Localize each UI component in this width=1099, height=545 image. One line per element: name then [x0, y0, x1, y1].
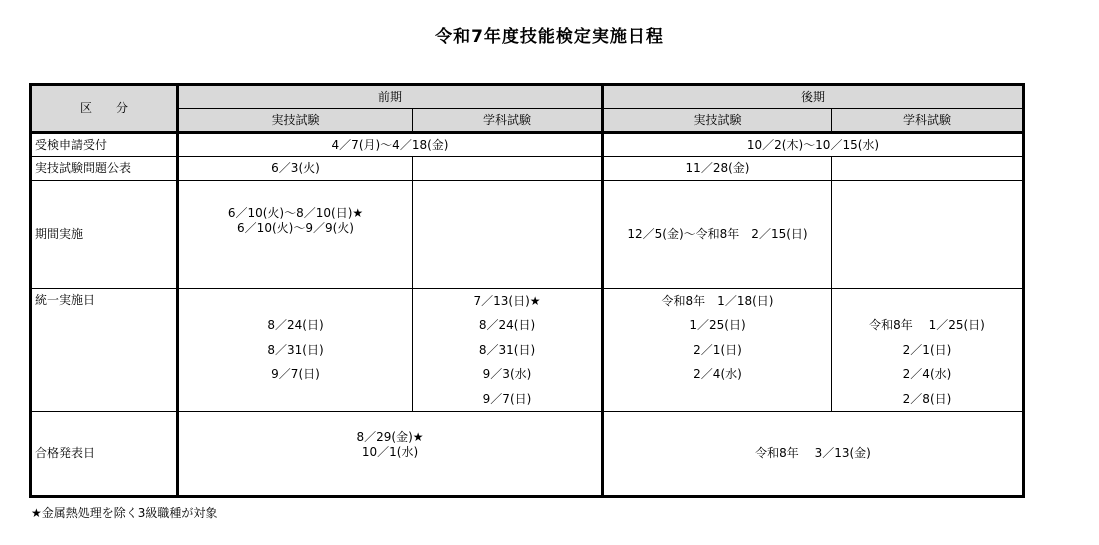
- goukaku-zenki-line: 10／1(水): [361, 444, 419, 459]
- touitsu-kouki-gakka: [832, 289, 1024, 412]
- touitsu-date: [832, 289, 1022, 313]
- mondai-kouki-jitsugi: 11／28(金): [603, 157, 832, 181]
- page-title: 令和7年度技能検定実施日程: [435, 27, 664, 47]
- row-goukaku: [31, 411, 1024, 496]
- row-label-juken: 受検申請受付: [31, 133, 178, 157]
- mondai-kouki-gakka: [832, 157, 1024, 181]
- row-label-kikan: 期間実施: [31, 181, 178, 289]
- header-zenki: 前期: [178, 85, 603, 109]
- touitsu-date: 2／8(日): [902, 391, 952, 406]
- juken-zenki: 4／7(月)～4／18(金): [178, 133, 603, 157]
- touitsu-date: [179, 289, 412, 313]
- touitsu-date: 2／4(水): [693, 367, 742, 382]
- header-zenki-jitsugi: 実技試験: [178, 109, 413, 133]
- touitsu-zenki-jitsugi: [178, 289, 413, 412]
- kikan-kouki-jitsugi: 12／5(金)～令和8年 2／15(日): [603, 181, 832, 289]
- touitsu-kouki-jitsugi: [603, 289, 832, 412]
- mondai-zenki-jitsugi: 6／3(火): [178, 157, 413, 181]
- row-juken: [31, 133, 1024, 157]
- touitsu-date: 8／24(日): [478, 318, 536, 333]
- header-kouki-jitsugi: 実技試験: [603, 109, 832, 133]
- touitsu-date: 9／3(水): [482, 367, 532, 382]
- kikan-zenki-line: 6／10(火)～8／10(日)★: [227, 206, 364, 220]
- touitsu-date: 2／1(日): [693, 342, 742, 357]
- touitsu-date: 8／24(日): [267, 318, 324, 333]
- row-mondai: [31, 157, 1024, 181]
- header-kouki-gakka: 学科試験: [832, 109, 1024, 133]
- header-kouki: 後期: [603, 85, 1024, 109]
- schedule-table: [29, 83, 1025, 498]
- row-label-goukaku: 合格発表日: [31, 411, 178, 496]
- touitsu-date: 2／4(水): [902, 367, 952, 382]
- touitsu-date: 令和8年 1／25(日): [869, 318, 985, 333]
- goukaku-zenki-line: 8／29(金)★: [356, 429, 424, 444]
- juken-kouki: 10／2(木)～10／15(水): [603, 133, 1024, 157]
- touitsu-date: 8／31(日): [478, 342, 536, 357]
- touitsu-date: [604, 387, 831, 411]
- goukaku-zenki: [178, 411, 603, 496]
- header-kubun: 区 分: [31, 85, 178, 133]
- touitsu-date: 令和8年 1／18(日): [661, 294, 774, 308]
- kikan-kouki-gakka: [832, 181, 1024, 289]
- touitsu-date: [179, 387, 412, 411]
- row-kikan: [31, 181, 1024, 289]
- row-label-touitsu: 統一実施日: [31, 289, 178, 412]
- row-label-mondai: 実技試験問題公表: [31, 157, 178, 181]
- touitsu-date: 7／13(日)★: [473, 294, 541, 308]
- goukaku-kouki: 令和8年 3／13(金): [603, 411, 1024, 496]
- touitsu-date: 1／25(日): [689, 318, 746, 333]
- touitsu-date: 9／7(日): [482, 391, 532, 406]
- mondai-zenki-gakka: [413, 157, 603, 181]
- row-touitsu: [31, 289, 1024, 412]
- touitsu-date: 9／7(日): [271, 367, 320, 382]
- kikan-zenki-line: 6／10(火)～9／9(火): [237, 221, 354, 235]
- kikan-zenki-gakka: [413, 181, 603, 289]
- touitsu-zenki-gakka: [413, 289, 603, 412]
- kikan-zenki-jitsugi: [178, 181, 413, 289]
- touitsu-date: 2／1(日): [902, 342, 952, 357]
- header-zenki-gakka: 学科試験: [413, 109, 603, 133]
- touitsu-date: 8／31(日): [267, 342, 324, 357]
- footnote: ★金属熱処理を除く3級職種が対象: [31, 506, 218, 520]
